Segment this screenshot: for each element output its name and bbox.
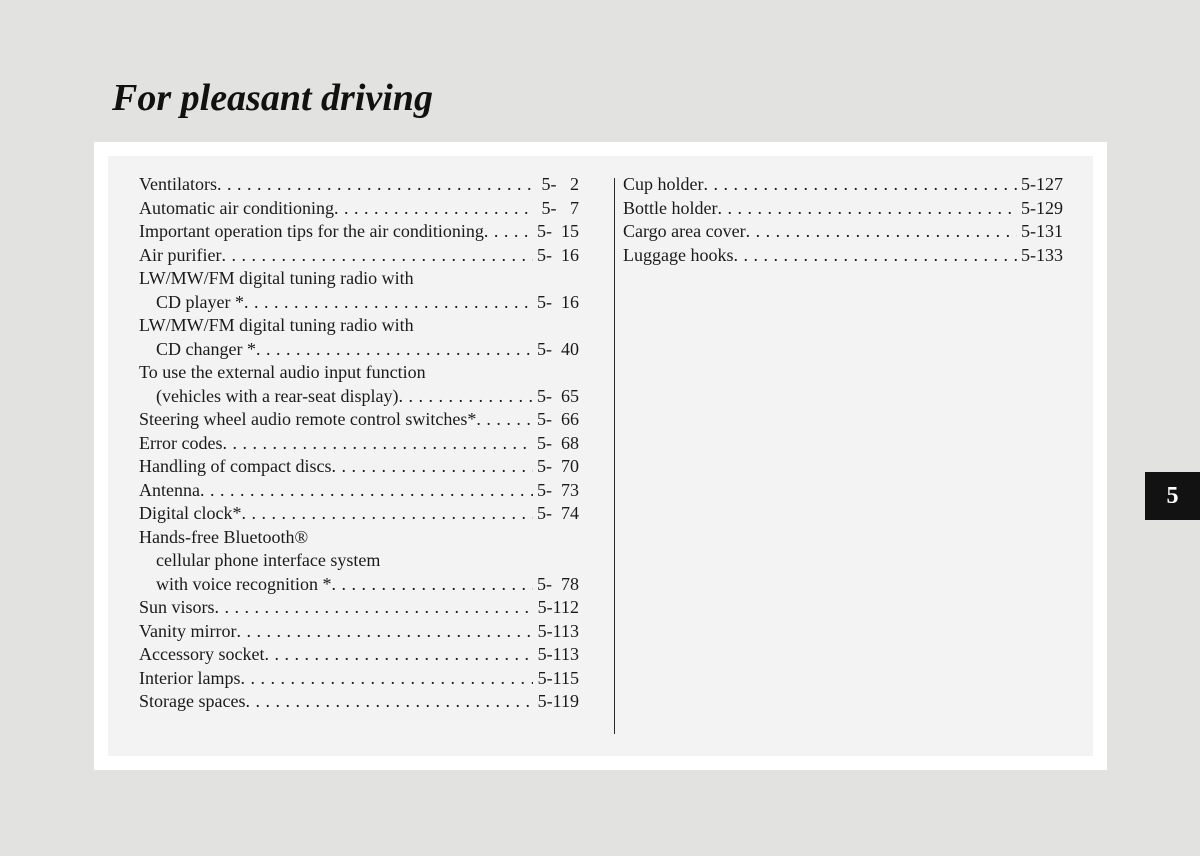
- dot-leader: [399, 385, 533, 409]
- toc-entry-title: Luggage hooks: [623, 244, 734, 265]
- dot-leader: [245, 690, 533, 714]
- dot-leader: [331, 573, 533, 597]
- toc-entry-page: 5- 70: [537, 456, 579, 476]
- toc-entry[interactable]: [139, 479, 579, 503]
- toc-entry[interactable]: [139, 338, 579, 362]
- toc-entry-page: 5- 78: [537, 573, 579, 594]
- toc-text-line: LW/MW/FM digital tuning radio with: [139, 315, 414, 335]
- toc-entry[interactable]: [139, 291, 579, 315]
- chapter-tab[interactable]: 5: [1145, 472, 1200, 520]
- page-title: For pleasant driving: [112, 77, 433, 119]
- toc-entry[interactable]: [623, 173, 1063, 197]
- toc-entry[interactable]: [623, 244, 1063, 268]
- toc-entry-page: 5- 2: [541, 174, 579, 194]
- toc-entry-title: Automatic air conditioning: [139, 197, 334, 218]
- dot-leader: [222, 432, 533, 456]
- toc-entry-title: CD changer *: [156, 338, 256, 359]
- toc-entry[interactable]: [139, 620, 579, 644]
- toc-entry-page: 5-112: [537, 597, 579, 617]
- dot-leader: [746, 220, 1017, 244]
- toc-entry[interactable]: [139, 455, 579, 479]
- toc-entry-page: 5- 68: [537, 432, 579, 453]
- toc-text-line: To use the external audio input function: [139, 362, 426, 382]
- toc-entry-title: Bottle holder: [623, 197, 718, 218]
- dot-leader: [215, 596, 533, 620]
- toc-entry-title: Interior lamps: [139, 667, 241, 688]
- toc-text-line: LW/MW/FM digital tuning radio with: [139, 268, 414, 288]
- dot-leader: [331, 455, 533, 479]
- toc-entry-page: 5- 15: [537, 221, 579, 241]
- toc-entry-page: 5-113: [537, 644, 579, 664]
- toc-entry[interactable]: [139, 385, 579, 409]
- toc-entry-title: Vanity mirror: [139, 620, 237, 641]
- toc-entry-page: 5-127: [1021, 174, 1063, 194]
- toc-entry-title: Antenna: [139, 479, 200, 500]
- dot-leader: [484, 220, 533, 244]
- contents-panel: [94, 142, 1107, 770]
- toc-entry[interactable]: [139, 502, 579, 526]
- toc-entry[interactable]: [139, 244, 579, 268]
- dot-leader: [221, 244, 533, 268]
- contents-panel-inner: [108, 156, 1093, 756]
- toc-entry-title: Accessory socket: [139, 644, 265, 664]
- dot-leader: [704, 173, 1018, 197]
- dot-leader: [241, 502, 533, 526]
- toc-entry[interactable]: [623, 220, 1063, 244]
- toc-entry-title: Handling of compact discs: [139, 456, 332, 476]
- toc-entry-title: CD player *: [156, 291, 244, 312]
- toc-entry-page: 5- 40: [537, 338, 579, 359]
- toc-entry-page: 5-133: [1021, 244, 1063, 265]
- toc-entry-page: 5-113: [537, 620, 579, 641]
- toc-entry-page: 5-129: [1021, 197, 1063, 218]
- toc-entry-page: 5- 65: [537, 385, 579, 406]
- dot-leader: [733, 244, 1017, 268]
- toc-text-line: cellular phone interface system: [156, 550, 381, 570]
- toc-entry[interactable]: [139, 197, 579, 221]
- toc-entry-page: 5- 16: [537, 244, 579, 265]
- toc-entry-page: 5-131: [1021, 221, 1063, 241]
- toc-entry-page: 5- 7: [541, 197, 579, 218]
- dot-leader: [334, 197, 533, 221]
- toc-entry-page: 5- 74: [537, 503, 579, 523]
- toc-entry[interactable]: [139, 408, 579, 432]
- toc-entry-title: Steering wheel audio remote control switches*: [139, 409, 477, 429]
- toc-entry-title: Storage spaces: [139, 691, 246, 711]
- toc-entry-title: Ventilators: [139, 174, 217, 194]
- dot-leader: [264, 643, 533, 667]
- toc-entry[interactable]: [139, 173, 579, 197]
- toc-entry-title: Error codes: [139, 432, 223, 453]
- toc-entry[interactable]: [139, 432, 579, 456]
- toc-text-line: Hands-free Bluetooth®: [139, 526, 309, 547]
- toc-entry-title: Cargo area cover: [623, 221, 746, 241]
- toc-entry-title: Digital clock*: [139, 503, 242, 523]
- toc-column-left: [139, 173, 579, 714]
- dot-leader: [240, 667, 533, 691]
- toc-entry-page: 5- 66: [537, 409, 579, 429]
- dot-leader: [476, 408, 533, 432]
- toc-entry-title: Air purifier: [139, 244, 222, 265]
- toc-entry-title: with voice recognition *: [156, 573, 332, 594]
- column-divider: [614, 178, 615, 734]
- dot-leader: [256, 338, 533, 362]
- toc-entry[interactable]: [139, 690, 579, 714]
- toc-entry-page: 5-115: [537, 667, 579, 688]
- toc-entry-title: Important operation tips for the air conditioning: [139, 221, 484, 241]
- toc-entry[interactable]: [139, 573, 579, 597]
- dot-leader: [236, 620, 533, 644]
- dot-leader: [717, 197, 1017, 221]
- toc-entry-page: 5-119: [537, 691, 579, 711]
- toc-entry-title: (vehicles with a rear-seat display): [156, 385, 399, 406]
- toc-entry[interactable]: [139, 667, 579, 691]
- toc-entry[interactable]: [139, 643, 579, 667]
- toc-entry[interactable]: [139, 220, 579, 244]
- toc-column-right: [623, 173, 1063, 267]
- toc-entry-page: 5- 73: [537, 479, 579, 500]
- toc-entry[interactable]: [623, 197, 1063, 221]
- toc-entry[interactable]: [139, 596, 579, 620]
- dot-leader: [217, 173, 533, 197]
- toc-entry-page: 5- 16: [537, 291, 579, 312]
- dot-leader: [244, 291, 533, 315]
- dot-leader: [200, 479, 533, 503]
- toc-entry-title: Cup holder: [623, 174, 704, 194]
- toc-entry-title: Sun visors: [139, 597, 215, 617]
